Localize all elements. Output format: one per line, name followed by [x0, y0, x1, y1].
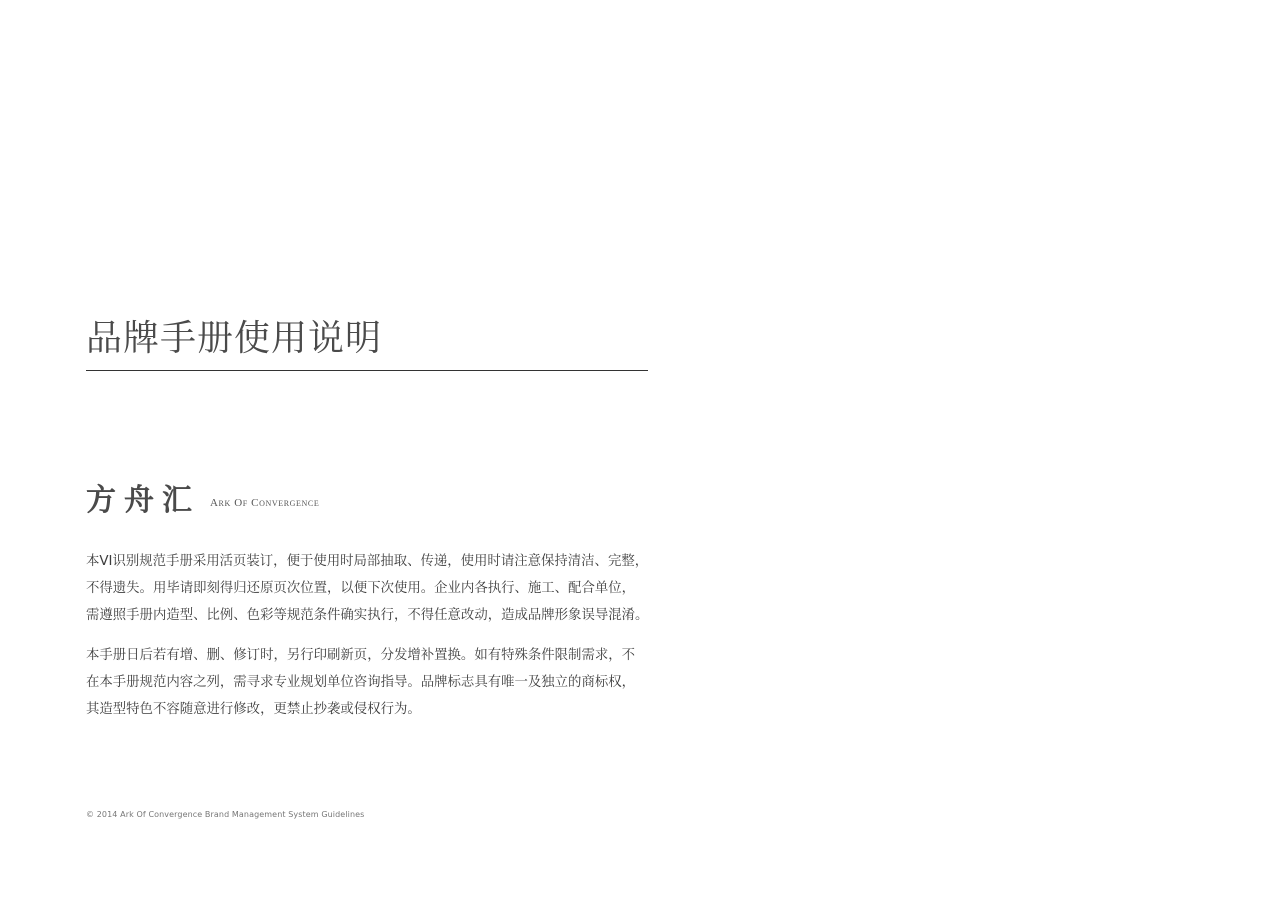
paragraph-line: 需遵照手册内造型、比例、色彩等规范条件确实执行，不得任意改动，造成品牌形象误导混淆。	[86, 608, 649, 623]
usage-paragraph-1	[86, 548, 686, 629]
paragraph-line: 本手册日后若有增、删、修订时，另行印刷新页，分发增补置换。如有特殊条件限制需求，不	[86, 648, 636, 663]
paragraph-line: 本VI识别规范手册采用活页装订，便于使用时局部抽取、传递，使用时请注意保持清洁、完整，	[86, 554, 649, 569]
paragraph-line: 不得遗失。用毕请即刻得归还原页次位置，以便下次使用。企业内各执行、施工、配合单位，	[86, 581, 636, 596]
title-divider	[86, 370, 648, 371]
brand-logo	[86, 484, 319, 518]
page-title: 品牌手册使用说明	[86, 318, 383, 359]
usage-paragraph-2	[86, 642, 686, 723]
brand-logo-english: Ark Of Convergence	[210, 497, 320, 509]
paragraph-line: 在本手册规范内容之列，需寻求专业规划单位咨询指导。品牌标志具有唯一及独立的商标权，	[86, 675, 636, 690]
paragraph-line: 其造型特色不容随意进行修改，更禁止抄袭或侵权行为。	[86, 702, 421, 717]
copyright-footer: © 2014 Ark Of Convergence Brand Management System Guidelines	[86, 810, 365, 819]
brand-logo-mark: 方舟汇	[86, 483, 200, 518]
